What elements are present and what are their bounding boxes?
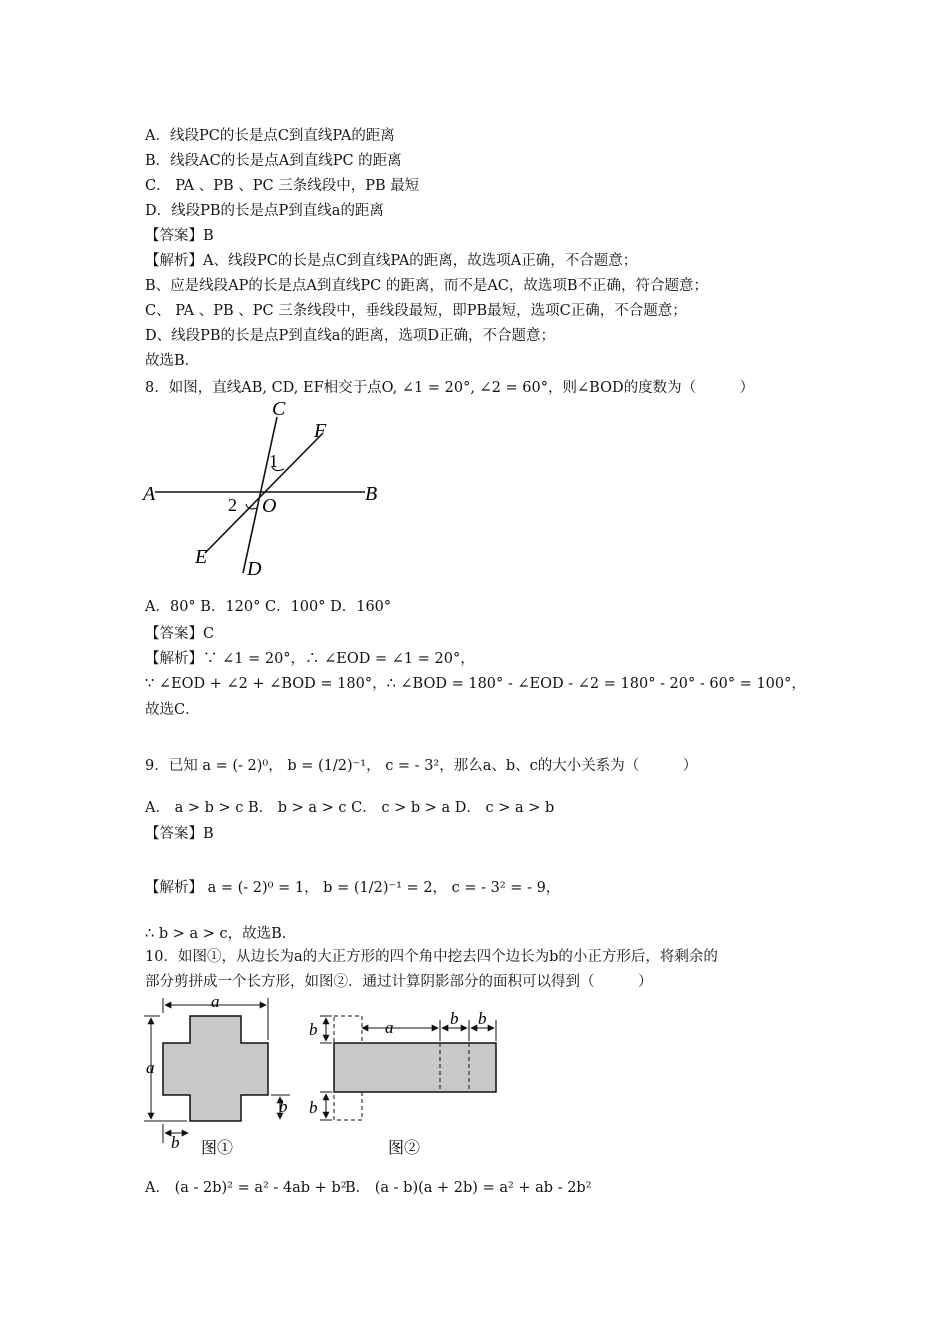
q9-answer: 【答案】B [145,826,214,842]
label-e: E [195,546,208,568]
dashed-square-top [334,1016,362,1043]
q7-option-b: B．线段AC的长是点A到直线PC 的距离 [145,153,402,169]
fig1-label-b-bottom: b [171,1133,180,1152]
label-o: O [262,495,277,517]
q7-explanation-1: 【解析】A、线段PC的长是点C到直线PA的距离，故选项A正确，不合题意； [145,253,638,269]
q8-options: A．80° B．120° C．100° D．160° [145,599,392,615]
q9-stem: 9．已知 a = (- 2)⁰， b = (1/2)⁻¹， c = - 3²，那么a、b、c的大小关系为（ ） [145,758,698,774]
q9-explanation-1: 【解析】 a = (- 2)⁰ = 1， b = (1/2)⁻¹ = 2， c = - 3² = - 9， [145,880,561,896]
label-a: A [143,483,156,505]
q10-option-b: B． (a - b)(a + 2b) = a² + ab - 2b² [345,1180,592,1196]
q10-figure-2 [305,1008,505,1163]
label-angle-1: 1 [269,451,278,471]
fig2-label-a-top: a [385,1018,394,1037]
fig2-label-b-top1: b [450,1009,459,1028]
q8-answer: 【答案】C [145,626,215,642]
q10-stem-2: 部分剪拼成一个长方形，如图②．通过计算阴影部分的面积可以得到（ ） [145,974,653,990]
q7-explanation-2: B、应是线段AP的长是点A到直线PC 的距离，而不是AC，故选项B不正确，符合题意； [145,278,709,294]
q8-lines-figure [140,395,390,580]
q7-explanation-4: D、线段PB的长是点P到直线a的距离，选项D正确，不合题意； [145,328,556,344]
line-ef [205,433,323,553]
label-angle-2: 2 [228,495,237,515]
label-f: F [314,420,327,442]
fig2-caption: 图② [388,1140,421,1157]
q10-stem-1: 10．如图①，从边长为a的大正方形的四个角中挖去四个边长为b的小正方形后，将剩余的 [145,949,718,965]
fig1-caption: 图① [201,1140,234,1157]
fig1-label-a-left: a [146,1058,155,1077]
q9-options: A． a > b > c B． b > a > c C． c > b > a D． c > a > b [145,800,555,816]
q8-conclusion: 故选C． [145,702,200,718]
fig1-label-b-right: b [279,1097,288,1116]
q9-explanation-2: ∴ b > a > c，故选B． [145,926,297,942]
q8-explanation-2: ∵ ∠EOD + ∠2 + ∠BOD = 180°，∴ ∠BOD = 180° - ∠EOD - ∠2 = 180° - 20° - 60° = 100°， [145,676,806,692]
q10-figure-1 [140,993,300,1163]
q7-conclusion: 故选B． [145,353,200,369]
label-d: D [247,558,262,580]
q7-option-d: D．线段PB的长是点P到直线a的距离 [145,203,384,219]
fig2-label-b-left-bottom: b [309,1098,318,1117]
q7-option-a: A．线段PC的长是点C到直线PA的距离 [145,128,395,144]
dashed-square-bottom [334,1092,362,1120]
q7-answer: 【答案】B [145,228,214,244]
fig2-label-b-left-top: b [309,1020,318,1039]
cross-shape [163,1016,268,1121]
q8-stem: 8．如图，直线AB, CD, EF相交于点O, ∠1 = 20°, ∠2 = 60°，则∠BOD的度数为（ ） [145,380,755,396]
fig2-label-b-top2: b [478,1009,487,1028]
q7-explanation-3: C、 PA 、PB 、PC 三条线段中，垂线段最短，即PB最短，选项C正确，不合题意； [145,303,687,319]
shaded-rectangle [334,1043,496,1092]
label-c: C [272,398,286,420]
fig1-label-a-top: a [211,993,220,1011]
label-b: B [365,483,378,505]
q10-option-a: A． (a - 2b)² = a² - 4ab + b² [145,1180,347,1196]
q8-explanation-1: 【解析】∵ ∠1 = 20°，∴ ∠EOD = ∠1 = 20°， [145,651,475,667]
q7-option-c: C． PA 、PB 、PC 三条线段中，PB 最短 [145,178,420,194]
